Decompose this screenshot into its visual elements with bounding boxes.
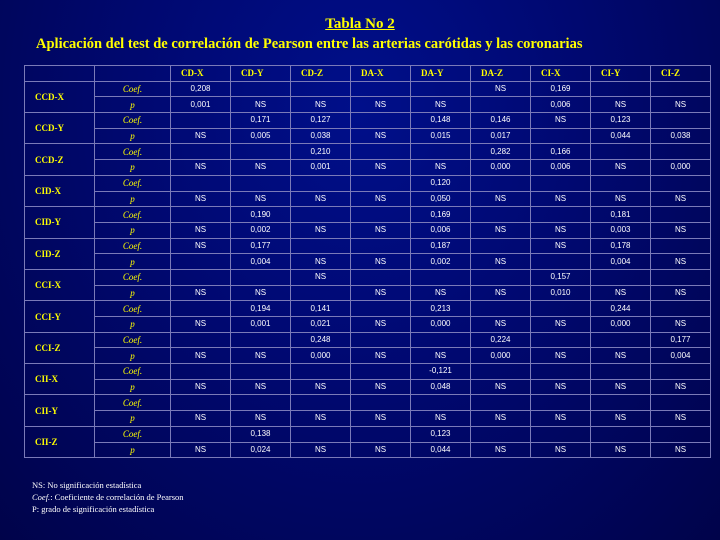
p-cell: NS (291, 379, 351, 395)
p-cell: NS (471, 191, 531, 207)
coef-cell: 0,148 (411, 113, 471, 129)
coef-cell: 0,208 (171, 81, 231, 97)
table-row (25, 113, 711, 129)
p-cell: NS (411, 97, 471, 113)
p-cell: NS (591, 97, 651, 113)
p-cell: NS (591, 411, 651, 427)
p-cell: NS (351, 411, 411, 427)
coef-cell (351, 81, 411, 97)
column-header: CD-X (171, 66, 231, 82)
coef-cell (351, 144, 411, 160)
table-row (25, 128, 711, 144)
p-cell: NS (651, 317, 711, 333)
p-cell: NS (171, 285, 231, 301)
table-row (25, 144, 711, 160)
column-header: CD-Y (231, 66, 291, 82)
p-cell (171, 254, 231, 270)
p-cell: NS (471, 411, 531, 427)
coef-cell (651, 301, 711, 317)
p-cell: 0,000 (471, 348, 531, 364)
table-row (25, 411, 711, 427)
p-cell: 0,044 (411, 442, 471, 458)
p-cell: NS (531, 411, 591, 427)
coef-cell: 0,141 (291, 301, 351, 317)
coef-cell: 0,177 (651, 332, 711, 348)
stat-label-p: p (95, 222, 171, 238)
row-label: CID-X (25, 175, 95, 206)
coef-cell (471, 364, 531, 380)
coef-cell: 0,120 (411, 175, 471, 191)
coef-cell (291, 395, 351, 411)
stat-label-coef: Coef. (95, 364, 171, 380)
p-cell: NS (351, 348, 411, 364)
row-label: CCD-Z (25, 144, 95, 175)
table-row (25, 364, 711, 380)
table-row (25, 160, 711, 176)
row-label: CII-Z (25, 426, 95, 457)
p-cell: 0,006 (531, 97, 591, 113)
coef-cell (411, 269, 471, 285)
p-cell: NS (471, 254, 531, 270)
coef-cell (651, 269, 711, 285)
coef-cell (591, 426, 651, 442)
coef-cell: 0,248 (291, 332, 351, 348)
coef-cell (351, 238, 411, 254)
p-cell: 0,006 (411, 222, 471, 238)
coef-cell (291, 238, 351, 254)
p-cell: NS (651, 379, 711, 395)
coef-cell (471, 269, 531, 285)
p-cell: 0,004 (651, 348, 711, 364)
coef-cell (231, 332, 291, 348)
p-cell: NS (591, 379, 651, 395)
p-cell: 0,000 (411, 317, 471, 333)
coef-cell: NS (531, 113, 591, 129)
p-cell: 0,005 (231, 128, 291, 144)
footnote-p: P: grado de significación estadística (32, 504, 155, 514)
table-row (25, 97, 711, 113)
coef-cell (171, 426, 231, 442)
p-cell: NS (411, 285, 471, 301)
p-cell: 0,003 (591, 222, 651, 238)
stat-label-p: p (95, 191, 171, 207)
coef-cell (531, 395, 591, 411)
coef-cell: 0,210 (291, 144, 351, 160)
coef-cell (351, 364, 411, 380)
coef-cell: 0,138 (231, 426, 291, 442)
stat-label-p: p (95, 97, 171, 113)
row-label: CID-Y (25, 207, 95, 238)
coef-cell (531, 332, 591, 348)
correlation-table (24, 65, 711, 458)
row-label: CII-X (25, 364, 95, 395)
column-header: CI-X (531, 66, 591, 82)
p-cell: NS (591, 442, 651, 458)
coef-cell (351, 301, 411, 317)
p-cell: 0,000 (651, 160, 711, 176)
coef-cell (291, 426, 351, 442)
column-header: CD-Z (291, 66, 351, 82)
stat-label-coef: Coef. (95, 144, 171, 160)
table-subtitle: Aplicación del test de correlación de Pearson entre las arterias carótidas y las coronarias (36, 36, 583, 52)
p-cell: NS (531, 442, 591, 458)
coef-cell (591, 395, 651, 411)
stat-label-p: p (95, 442, 171, 458)
p-cell: NS (171, 317, 231, 333)
coef-cell (471, 238, 531, 254)
table-row (25, 222, 711, 238)
row-label: CII-Y (25, 395, 95, 426)
coef-cell: 0,146 (471, 113, 531, 129)
coef-cell (651, 395, 711, 411)
coef-cell (591, 81, 651, 97)
p-cell: NS (351, 191, 411, 207)
coef-cell: 0,127 (291, 113, 351, 129)
p-cell: NS (351, 317, 411, 333)
coef-cell (351, 395, 411, 411)
table-title: Tabla No 2 (325, 16, 395, 32)
coef-cell (591, 364, 651, 380)
coef-cell (171, 207, 231, 223)
p-cell: NS (351, 160, 411, 176)
stat-label-p: p (95, 348, 171, 364)
p-cell: NS (171, 379, 231, 395)
table-row (25, 81, 711, 97)
coef-cell: 0,178 (591, 238, 651, 254)
p-cell: NS (291, 442, 351, 458)
coef-cell (171, 332, 231, 348)
stat-label-coef: Coef. (95, 269, 171, 285)
coef-cell: 0,169 (411, 207, 471, 223)
coef-cell (411, 81, 471, 97)
coef-cell (171, 364, 231, 380)
table-row (25, 191, 711, 207)
coef-cell (411, 395, 471, 411)
column-header: DA-X (351, 66, 411, 82)
coef-cell (231, 269, 291, 285)
p-cell: 0,004 (231, 254, 291, 270)
p-cell: 0,000 (471, 160, 531, 176)
coef-cell: 0,194 (231, 301, 291, 317)
p-cell: NS (411, 411, 471, 427)
stat-label-coef: Coef. (95, 332, 171, 348)
p-cell: NS (291, 97, 351, 113)
column-header: CI-Z (651, 66, 711, 82)
coef-cell: 0,224 (471, 332, 531, 348)
p-cell: NS (231, 160, 291, 176)
header-corner (25, 66, 95, 82)
coef-cell: NS (471, 81, 531, 97)
stat-label-coef: Coef. (95, 238, 171, 254)
p-cell: 0,006 (531, 160, 591, 176)
footnotes (32, 479, 184, 515)
column-header: DA-Y (411, 66, 471, 82)
p-cell: 0,001 (171, 97, 231, 113)
table-row (25, 395, 711, 411)
p-cell: NS (651, 222, 711, 238)
p-cell: NS (531, 348, 591, 364)
stat-label-p: p (95, 160, 171, 176)
coef-cell: 0,190 (231, 207, 291, 223)
coef-cell: 0,177 (231, 238, 291, 254)
table-row (25, 332, 711, 348)
p-cell (531, 128, 591, 144)
row-label: CID-Z (25, 238, 95, 269)
coef-cell (651, 364, 711, 380)
p-cell: 0,024 (231, 442, 291, 458)
p-cell: NS (291, 254, 351, 270)
stat-label-coef: Coef. (95, 395, 171, 411)
p-cell: 0,044 (591, 128, 651, 144)
table-row (25, 317, 711, 333)
coef-cell (531, 175, 591, 191)
row-label: CCI-X (25, 269, 95, 300)
stat-label-coef: Coef. (95, 301, 171, 317)
header-stat (95, 66, 171, 82)
row-label: CCD-Y (25, 113, 95, 144)
table-row (25, 426, 711, 442)
p-cell (291, 285, 351, 301)
stat-label-p: p (95, 411, 171, 427)
coef-cell (291, 175, 351, 191)
p-cell: NS (651, 285, 711, 301)
coef-cell (351, 426, 411, 442)
p-cell: NS (231, 379, 291, 395)
p-cell: 0,038 (651, 128, 711, 144)
p-cell: NS (471, 379, 531, 395)
coef-cell: 0,123 (591, 113, 651, 129)
coef-cell: -0,121 (411, 364, 471, 380)
coef-cell: NS (171, 238, 231, 254)
coef-cell: 0,171 (231, 113, 291, 129)
coef-cell (231, 144, 291, 160)
coef-cell: NS (531, 238, 591, 254)
stat-label-coef: Coef. (95, 175, 171, 191)
table-row (25, 379, 711, 395)
stat-label-p: p (95, 317, 171, 333)
p-cell (471, 97, 531, 113)
p-cell: NS (171, 348, 231, 364)
footnote-coef (32, 491, 184, 503)
p-cell: NS (231, 191, 291, 207)
coef-cell: 0,123 (411, 426, 471, 442)
p-cell: NS (531, 222, 591, 238)
table-row (25, 238, 711, 254)
p-cell: NS (171, 442, 231, 458)
coef-cell (291, 364, 351, 380)
coef-cell (651, 238, 711, 254)
stat-label-p: p (95, 285, 171, 301)
row-label: CCI-Y (25, 301, 95, 332)
p-cell: 0,021 (291, 317, 351, 333)
p-cell: NS (171, 222, 231, 238)
coef-cell (171, 175, 231, 191)
coef-cell (171, 144, 231, 160)
column-header: CI-Y (591, 66, 651, 82)
p-cell: NS (651, 411, 711, 427)
table-row (25, 442, 711, 458)
p-cell: NS (351, 254, 411, 270)
coef-cell (411, 144, 471, 160)
coef-cell (591, 269, 651, 285)
table-row (25, 175, 711, 191)
coef-cell (291, 207, 351, 223)
p-cell: NS (471, 285, 531, 301)
coef-cell (411, 332, 471, 348)
coef-cell (531, 426, 591, 442)
stat-label-p: p (95, 128, 171, 144)
p-cell: NS (411, 160, 471, 176)
coef-cell: 0,169 (531, 81, 591, 97)
p-cell: 0,010 (531, 285, 591, 301)
stat-label-p: p (95, 254, 171, 270)
p-cell: NS (351, 222, 411, 238)
coef-cell (471, 395, 531, 411)
coef-cell (591, 175, 651, 191)
coef-cell: 0,166 (531, 144, 591, 160)
p-cell: NS (651, 97, 711, 113)
p-cell (531, 254, 591, 270)
p-cell: NS (231, 411, 291, 427)
p-cell: NS (351, 128, 411, 144)
stat-label-coef: Coef. (95, 113, 171, 129)
coef-cell: 0,282 (471, 144, 531, 160)
coef-cell (651, 81, 711, 97)
stat-label-p: p (95, 379, 171, 395)
coef-cell (231, 364, 291, 380)
p-cell: NS (351, 97, 411, 113)
coef-cell (471, 301, 531, 317)
coef-cell (231, 395, 291, 411)
p-cell: NS (291, 191, 351, 207)
p-cell: NS (351, 379, 411, 395)
table-row (25, 254, 711, 270)
coef-cell (651, 426, 711, 442)
p-cell: NS (651, 442, 711, 458)
p-cell: NS (531, 379, 591, 395)
coef-cell (171, 269, 231, 285)
table-row (25, 301, 711, 317)
p-cell: NS (411, 348, 471, 364)
table-row (25, 269, 711, 285)
coef-cell: 0,244 (591, 301, 651, 317)
coef-cell (651, 144, 711, 160)
p-cell: NS (591, 160, 651, 176)
coef-cell: 0,213 (411, 301, 471, 317)
p-cell: NS (531, 191, 591, 207)
column-header: DA-Z (471, 66, 531, 82)
p-cell: NS (231, 285, 291, 301)
p-cell: NS (231, 348, 291, 364)
coef-cell: 0,157 (531, 269, 591, 285)
p-cell: 0,050 (411, 191, 471, 207)
p-cell: NS (591, 348, 651, 364)
coef-cell (591, 144, 651, 160)
p-cell: 0,001 (231, 317, 291, 333)
coef-cell (471, 207, 531, 223)
p-cell: NS (591, 285, 651, 301)
p-cell: 0,000 (591, 317, 651, 333)
p-cell: NS (471, 222, 531, 238)
row-label: CCD-X (25, 81, 95, 112)
p-cell: NS (231, 97, 291, 113)
coef-cell (171, 301, 231, 317)
footnote-ns: NS: No significación estadística (32, 480, 142, 490)
coef-cell (351, 207, 411, 223)
footnote-coef-text: : Coeficiente de correlación de Pearson (50, 492, 184, 502)
p-cell: NS (171, 128, 231, 144)
stat-label-coef: Coef. (95, 426, 171, 442)
table-row (25, 207, 711, 223)
p-cell: NS (291, 222, 351, 238)
coef-cell (651, 175, 711, 191)
coef-cell (351, 332, 411, 348)
p-cell: 0,002 (411, 254, 471, 270)
p-cell: NS (471, 442, 531, 458)
p-cell: 0,001 (291, 160, 351, 176)
p-cell: NS (591, 191, 651, 207)
p-cell: NS (351, 442, 411, 458)
footnote-coef-abbr: Coef. (32, 492, 51, 502)
stat-label-coef: Coef. (95, 207, 171, 223)
p-cell: NS (171, 160, 231, 176)
p-cell: 0,000 (291, 348, 351, 364)
p-cell: 0,048 (411, 379, 471, 395)
coef-cell (171, 395, 231, 411)
p-cell: NS (171, 191, 231, 207)
p-cell: NS (291, 411, 351, 427)
p-cell: 0,004 (591, 254, 651, 270)
coef-cell (531, 364, 591, 380)
p-cell: NS (471, 317, 531, 333)
coef-cell (351, 113, 411, 129)
p-cell: NS (531, 317, 591, 333)
coef-cell (231, 175, 291, 191)
table-body (25, 81, 711, 458)
p-cell: NS (351, 285, 411, 301)
coef-cell (351, 269, 411, 285)
stat-label-coef: Coef. (95, 81, 171, 97)
coef-cell (351, 175, 411, 191)
coef-cell (291, 81, 351, 97)
coef-cell: NS (291, 269, 351, 285)
p-cell: 0,038 (291, 128, 351, 144)
header-row (25, 66, 711, 82)
p-cell: 0,015 (411, 128, 471, 144)
coef-cell: 0,181 (591, 207, 651, 223)
coef-cell (471, 426, 531, 442)
coef-cell (531, 301, 591, 317)
p-cell: 0,017 (471, 128, 531, 144)
coef-cell (651, 113, 711, 129)
row-label: CCI-Z (25, 332, 95, 363)
coef-cell: 0,187 (411, 238, 471, 254)
coef-cell (531, 207, 591, 223)
p-cell: NS (651, 191, 711, 207)
coef-cell (471, 175, 531, 191)
coef-cell (591, 332, 651, 348)
p-cell: 0,002 (231, 222, 291, 238)
coef-cell (651, 207, 711, 223)
coef-cell (171, 113, 231, 129)
table-row (25, 285, 711, 301)
coef-cell (231, 81, 291, 97)
table-row (25, 348, 711, 364)
p-cell: NS (171, 411, 231, 427)
p-cell: NS (651, 254, 711, 270)
